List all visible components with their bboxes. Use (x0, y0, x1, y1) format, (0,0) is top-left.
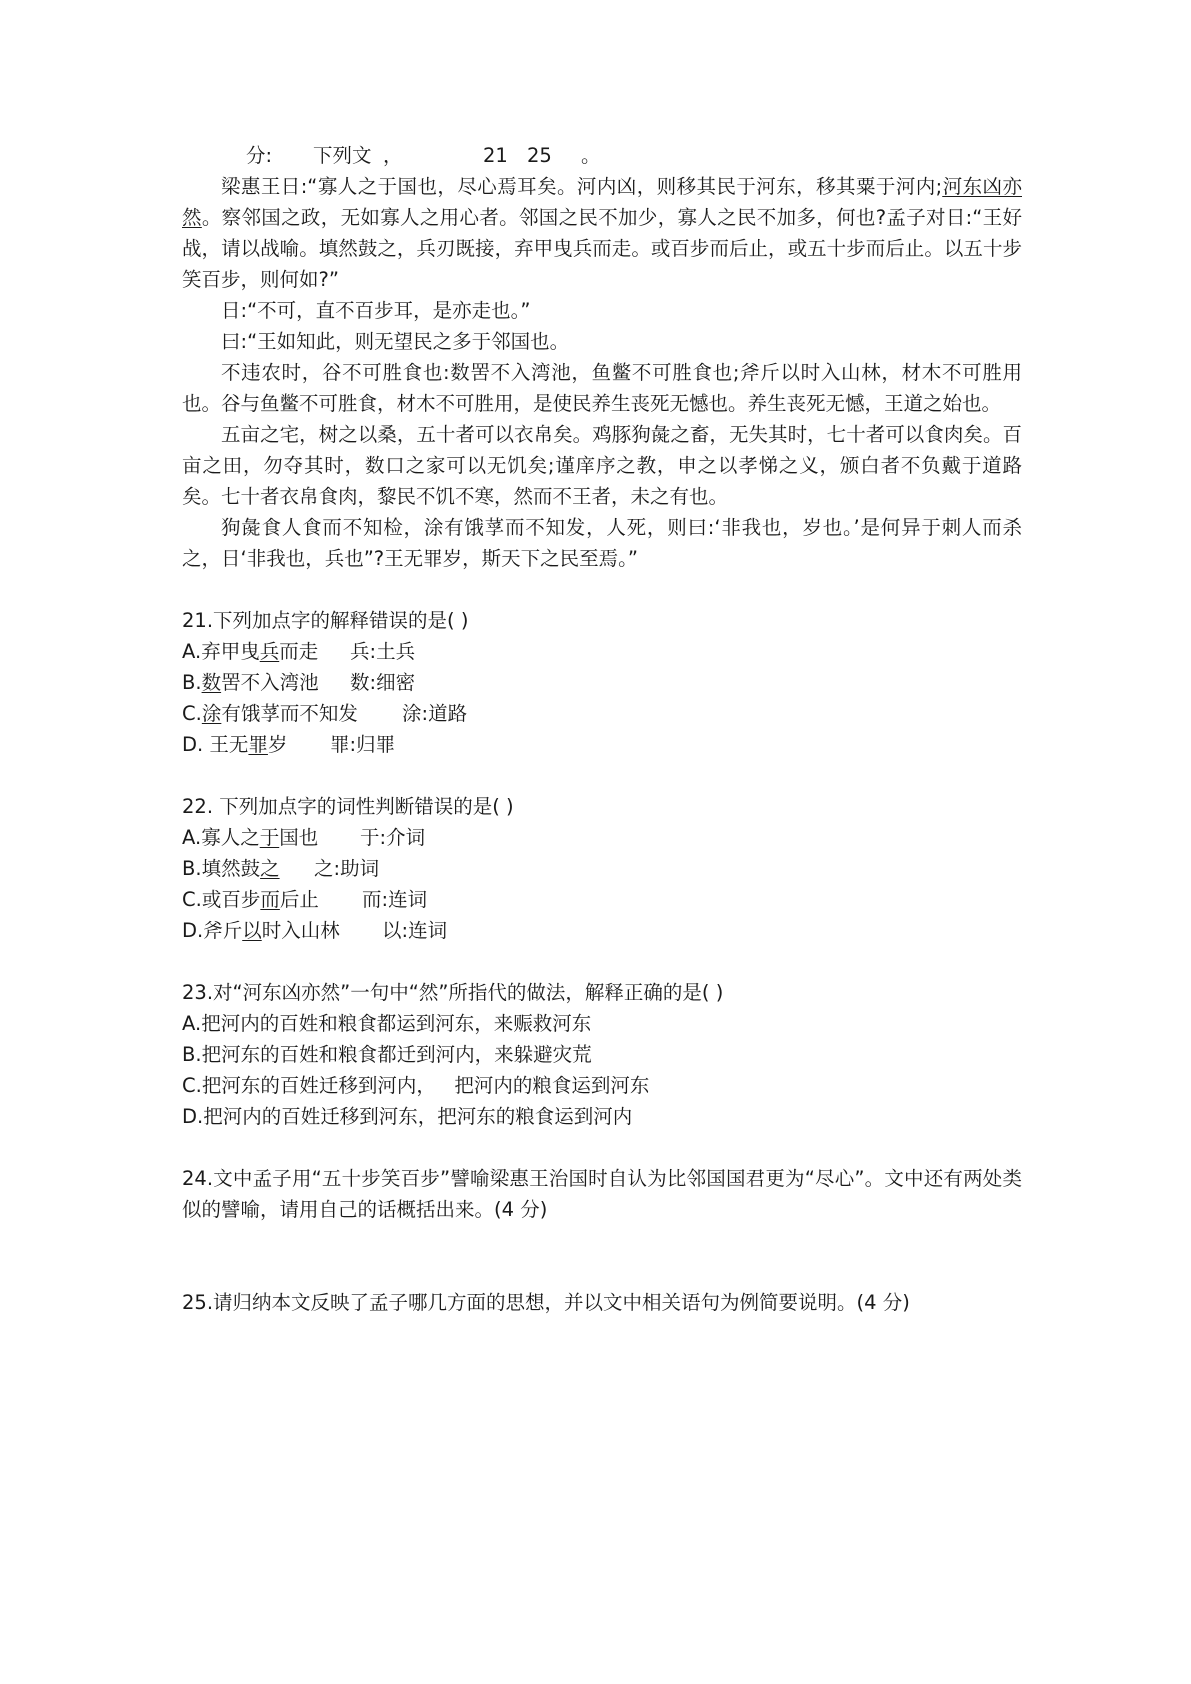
question-24: 24.文中孟子用“五十步笑百步”譬喻梁惠王治国时自认为比邻国国君更为“尽心”。文中还有两处类似的譬喻，请用自己的话概括出来。(4 分) (182, 1167, 1022, 1221)
option-b: B.数罟不入湾池 数:细密 (182, 667, 1022, 698)
option-explanation: 涂:道路 (402, 702, 468, 725)
passage-paragraph-4: 不违农时，谷不可胜食也:数罟不入湾池，鱼鳖不可胜食也;斧斤以时入山林，材木不可胜用也。谷与鱼鳖不可胜食，材木不可胜用，是使民养生丧死无憾也。养生丧死无憾，王道之始也。 (182, 361, 1022, 415)
passage-paragraph-6: 狗彘食人食而不知检，涂有饿莩而不知发，人死，则曰:‘非我也，岁也。’是何异于刺人而杀之，日‘非我也，兵也”?王无罪岁，斯天下之民至焉。” (182, 516, 1022, 570)
question-stem: 21.下列加点字的解释错误的是( ) (182, 609, 469, 632)
option-explanation: 之:助词 (314, 857, 380, 880)
question-21 (182, 605, 1022, 760)
header-part: 25 (527, 144, 552, 167)
section-header (182, 140, 1022, 171)
option-b: B.填然鼓之 之:助词 (182, 853, 1022, 884)
underlined-phrase: 河东凶亦然 (182, 175, 1022, 229)
passage-paragraph-2: 日:“不可，直不百步耳，是亦走也。” (221, 299, 531, 322)
option-a: A.寡人之于国也 于:介词 (182, 822, 1022, 853)
passage-paragraph-1: 梁惠王日:“寡人之于国也，尽心焉耳矣。河内凶，则移其民于河东，移其粟于河内;河东凶亦然。察邻国之政，无如寡人之用心者。邻国之民不加少，寡人之民不加多，何也?孟子对日:“王好战，请以战喻。填然鼓之，兵刃既接，弃甲曳兵而走。或百步而后止，或五十步而后止。以五十步笑百步，则何如?” (182, 175, 1022, 291)
question-stem: 23.对“河东凶亦然”一句中“然”所指代的做法，解释正确的是( ) (182, 981, 724, 1004)
header-part: 。 (581, 144, 601, 167)
option-explanation: 罪:归罪 (330, 733, 396, 756)
option-c: C.或百步而后止 而:连词 (182, 884, 1022, 915)
passage-paragraph-5: 五亩之宅，树之以桑，五十者可以衣帛矣。鸡豚狗彘之畜，无失其时，七十者可以食肉矣。百亩之田，勿夺其时，数口之家可以无饥矣;谨庠序之教，申之以孝悌之义，颁白者不负戴于道路矣。七十者衣帛食肉，黎民不饥不寒，然而不王者，未之有也。 (182, 423, 1022, 508)
option-explanation: 以:连词 (382, 919, 448, 942)
option-d: D. 王无罪岁 罪:归罪 (182, 729, 1022, 760)
option-c: C.把河东的百姓迁移到河内， 把河内的粮食运到河东 (182, 1074, 650, 1097)
header-part: ， (383, 144, 403, 167)
header-part: 21 (483, 144, 508, 167)
option-explanation: 兵:土兵 (350, 640, 416, 663)
question-25: 25.请归纳本文反映了孟子哪几方面的思想，并以文中相关语句为例简要说明。(4 分) (182, 1291, 910, 1314)
option-a: A.弃甲曳兵而走 兵:土兵 (182, 636, 1022, 667)
option-c: C.涂有饿莩而不知发 涂:道路 (182, 698, 1022, 729)
option-d: D.斧斤以时入山林 以:连词 (182, 915, 1022, 946)
question-22 (182, 791, 1022, 946)
option-d: D.把河内的百姓迁移到河东，把河东的粮食运到河内 (182, 1105, 633, 1128)
question-stem: 22. 下列加点字的词性判断错误的是( ) (182, 795, 514, 818)
option-explanation: 而:连词 (362, 888, 428, 911)
option-b: B.把河东的百姓和粮食都迁到河内，来躲避灾荒 (182, 1043, 592, 1066)
option-a: A.把河内的百姓和粮食都运到河东，来赈救河东 (182, 1012, 592, 1035)
passage-paragraph-3: 曰:“王如知此，则无望民之多于邻国也。 (221, 330, 570, 353)
option-explanation: 数:细密 (350, 671, 416, 694)
option-explanation: 于:介词 (360, 826, 426, 849)
document-page (182, 140, 1022, 1318)
header-part: 分: (246, 144, 273, 167)
header-part: 下列文 (313, 144, 372, 167)
question-23 (182, 977, 1022, 1132)
